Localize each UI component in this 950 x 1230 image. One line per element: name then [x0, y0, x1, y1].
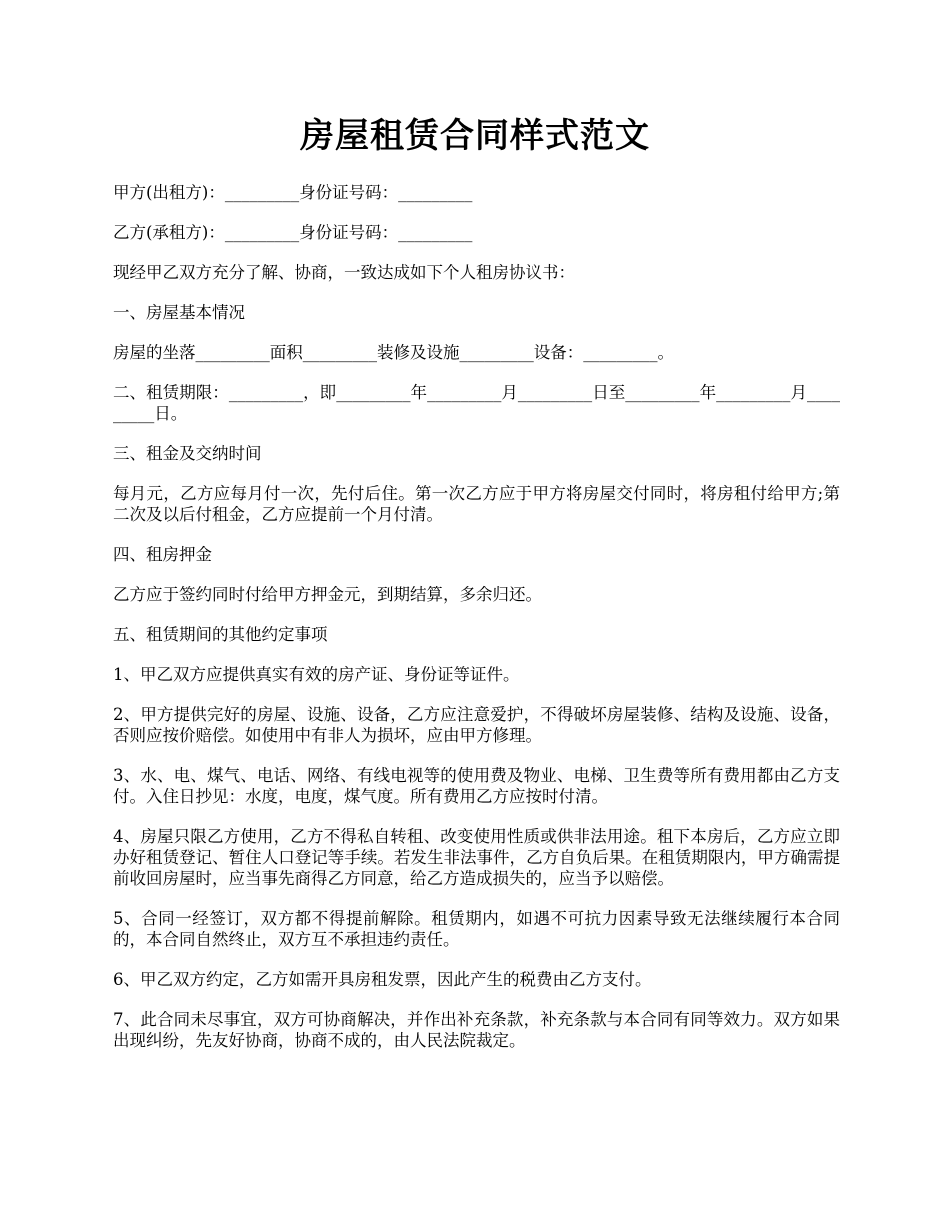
- clause-4: 4、房屋只限乙方使用，乙方不得私自转租、改变使用性质或供非法用途。租下本房后，乙方应立即办好租赁登记、暂住人口登记等手续。若发生非法事件，乙方自负后果。在租赁期限内，甲方确需提前收回房屋时，应当事先商得乙方同意，给乙方造成损失的，应当予以赔偿。: [113, 827, 840, 888]
- party-a-line: 甲方(出租方)：_________身份证号码：_________: [113, 183, 473, 202]
- party-b-line: 乙方(承租方)：_________身份证号码：_________: [113, 223, 473, 242]
- preamble: 现经甲乙双方充分了解、协商，一致达成如下个人租房协议书：: [113, 263, 575, 282]
- clause-3: 3、水、电、煤气、电话、网络、有线电视等的使用费及物业、电梯、卫生费等所有费用都由乙方支付。入住日抄见：水度，电度，煤气度。所有费用乙方应按时付清。: [113, 766, 840, 806]
- document-title: 房屋租赁合同样式范文: [300, 116, 650, 156]
- document-body: [113, 182, 840, 1070]
- section-heading-5: 五、租赁期间的其他约定事项: [113, 625, 328, 644]
- clause-7: 7、此合同未尽事宜，双方可协商解决，并作出补充条款，补充条款与本合同有同等效力。双方如果出现纠纷，先友好协商，协商不成的，由人民法院裁定。: [113, 1010, 840, 1050]
- lease-term: 二、租赁期限：_________，即_________年_________月_________日至_________年_________月_________日。: [113, 383, 840, 423]
- clause-2: 2、甲方提供完好的房屋、设施、设备，乙方应注意爱护，不得破坏房屋装修、结构及设施、设备，否则应按价赔偿。如使用中有非人为损坏，应由甲方修理。: [113, 705, 840, 745]
- section-heading-3: 三、租金及交纳时间: [113, 444, 262, 463]
- deposit-terms: 乙方应于签约同时付给甲方押金元，到期结算，多余归还。: [113, 585, 542, 604]
- clause-1: 1、甲乙双方应提供真实有效的房产证、身份证等证件。: [113, 665, 520, 684]
- house-details: 房屋的坐落_________面积_________装修及设施_________设备：_________。: [113, 343, 674, 362]
- section-heading-1: 一、房屋基本情况: [113, 303, 245, 322]
- clause-5: 5、合同一经签订，双方都不得提前解除。租赁期内，如遇不可抗力因素导致无法继续履行本合同的，本合同自然终止，双方互不承担违约责任。: [113, 909, 840, 949]
- rent-payment: 每月元，乙方应每月付一次，先付后住。第一次乙方应于甲方将房屋交付同时，将房租付给甲方;第二次及以后付租金，乙方应提前一个月付清。: [113, 484, 840, 524]
- clause-6: 6、甲乙双方约定，乙方如需开具房租发票，因此产生的税费由乙方支付。: [113, 970, 652, 989]
- section-heading-4: 四、租房押金: [113, 545, 212, 564]
